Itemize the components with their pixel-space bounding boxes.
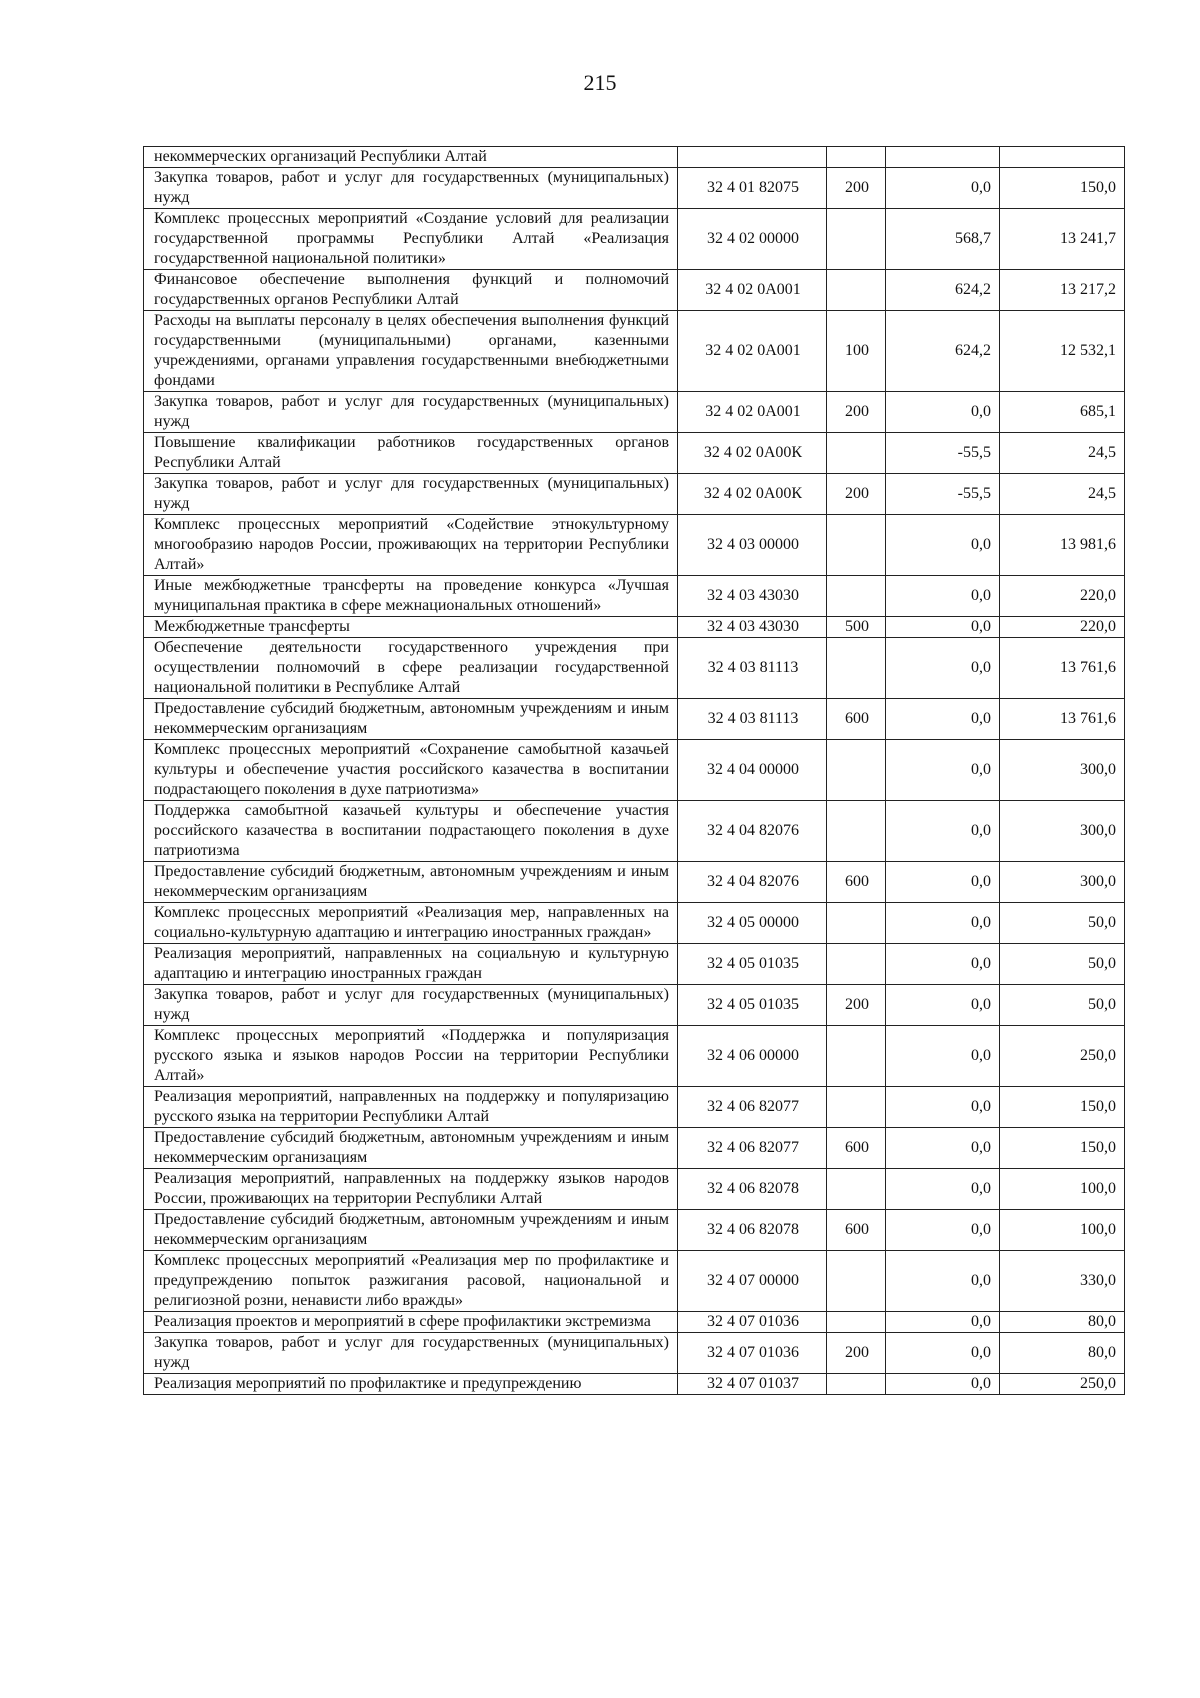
- row-code-cell: 32 4 06 82077: [678, 1128, 827, 1169]
- row-name-cell: Повышение квалификации работников государственных органов Республики Алтай: [144, 433, 678, 474]
- row-name-cell: Закупка товаров, работ и услуг для государственных (муниципальных) нужд: [144, 1333, 678, 1374]
- row-code-cell: [678, 147, 827, 168]
- row-change-amount-cell: 0,0: [886, 1210, 1000, 1251]
- row-name-cell: Реализация мероприятий, направленных на поддержку языков народов России, проживающих на территории Республики Алтай: [144, 1169, 678, 1210]
- row-expense-type-cell: [827, 801, 886, 862]
- row-expense-type-cell: [827, 1312, 886, 1333]
- row-expense-type-cell: 600: [827, 862, 886, 903]
- row-expense-type-cell: [827, 1087, 886, 1128]
- table-row: [144, 1333, 1125, 1374]
- row-change-amount-cell: 0,0: [886, 862, 1000, 903]
- row-change-amount-cell: -55,5: [886, 474, 1000, 515]
- row-name-cell: Закупка товаров, работ и услуг для государственных (муниципальных) нужд: [144, 392, 678, 433]
- row-change-amount-cell: 624,2: [886, 270, 1000, 311]
- row-name-cell: Комплекс процессных мероприятий «Создание условий для реализации государственной программы Республики Алтай «Реализация государственной национальной политики»: [144, 209, 678, 270]
- table-row: [144, 433, 1125, 474]
- row-change-amount-cell: [886, 147, 1000, 168]
- row-code-cell: 32 4 05 01035: [678, 944, 827, 985]
- row-total-amount-cell: 50,0: [1000, 903, 1125, 944]
- table-row: [144, 862, 1125, 903]
- page-number: 215: [583, 70, 617, 95]
- row-change-amount-cell: 0,0: [886, 617, 1000, 638]
- row-expense-type-cell: [827, 638, 886, 699]
- row-code-cell: 32 4 03 43030: [678, 617, 827, 638]
- row-expense-type-cell: [827, 270, 886, 311]
- row-change-amount-cell: 0,0: [886, 801, 1000, 862]
- table-row: [144, 392, 1125, 433]
- table-row: [144, 1312, 1125, 1333]
- row-code-cell: 32 4 06 00000: [678, 1026, 827, 1087]
- row-expense-type-cell: 600: [827, 1210, 886, 1251]
- row-expense-type-cell: [827, 1026, 886, 1087]
- row-total-amount-cell: 300,0: [1000, 801, 1125, 862]
- row-expense-type-cell: 200: [827, 1333, 886, 1374]
- row-code-cell: 32 4 04 82076: [678, 801, 827, 862]
- row-expense-type-cell: 500: [827, 617, 886, 638]
- table-row: [144, 1210, 1125, 1251]
- row-change-amount-cell: 568,7: [886, 209, 1000, 270]
- row-name-cell: Межбюджетные трансферты: [144, 617, 678, 638]
- row-name-cell: Реализация мероприятий, направленных на социальную и культурную адаптацию и интеграцию иностранных граждан: [144, 944, 678, 985]
- row-code-cell: 32 4 03 81113: [678, 638, 827, 699]
- row-change-amount-cell: 0,0: [886, 638, 1000, 699]
- row-code-cell: 32 4 02 0А001: [678, 270, 827, 311]
- row-change-amount-cell: 0,0: [886, 1169, 1000, 1210]
- row-total-amount-cell: [1000, 147, 1125, 168]
- row-code-cell: 32 4 06 82078: [678, 1210, 827, 1251]
- row-change-amount-cell: 0,0: [886, 1251, 1000, 1312]
- row-total-amount-cell: 250,0: [1000, 1374, 1125, 1395]
- row-code-cell: 32 4 02 0А001: [678, 311, 827, 392]
- table-row: [144, 740, 1125, 801]
- row-change-amount-cell: 0,0: [886, 1026, 1000, 1087]
- row-code-cell: 32 4 03 81113: [678, 699, 827, 740]
- table-row: [144, 985, 1125, 1026]
- table-row: [144, 944, 1125, 985]
- row-change-amount-cell: 0,0: [886, 985, 1000, 1026]
- row-total-amount-cell: 12 532,1: [1000, 311, 1125, 392]
- table-row: [144, 474, 1125, 515]
- row-total-amount-cell: 150,0: [1000, 1128, 1125, 1169]
- row-name-cell: Предоставление субсидий бюджетным, автономным учреждениям и иным некоммерческим организациям: [144, 1128, 678, 1169]
- row-change-amount-cell: 0,0: [886, 1374, 1000, 1395]
- row-code-cell: 32 4 07 01037: [678, 1374, 827, 1395]
- row-name-cell: Поддержка самобытной казачьей культуры и обеспечение участия российского казачества в воспитании подрастающего поколения в духе патриотизма: [144, 801, 678, 862]
- table-row: [144, 801, 1125, 862]
- row-expense-type-cell: 200: [827, 474, 886, 515]
- row-expense-type-cell: [827, 944, 886, 985]
- row-code-cell: 32 4 06 82078: [678, 1169, 827, 1210]
- row-total-amount-cell: 13 981,6: [1000, 515, 1125, 576]
- table-row: [144, 270, 1125, 311]
- row-total-amount-cell: 50,0: [1000, 944, 1125, 985]
- row-name-cell: некоммерческих организаций Республики Алтай: [144, 147, 678, 168]
- row-code-cell: 32 4 07 01036: [678, 1333, 827, 1374]
- table-row: [144, 147, 1125, 168]
- budget-table-body: [144, 147, 1125, 1395]
- row-code-cell: 32 4 04 00000: [678, 740, 827, 801]
- row-total-amount-cell: 50,0: [1000, 985, 1125, 1026]
- row-name-cell: Реализация мероприятий, направленных на поддержку и популяризацию русского языка на территории Республики Алтай: [144, 1087, 678, 1128]
- row-expense-type-cell: [827, 740, 886, 801]
- row-total-amount-cell: 13 217,2: [1000, 270, 1125, 311]
- row-total-amount-cell: 24,5: [1000, 474, 1125, 515]
- row-name-cell: Комплекс процессных мероприятий «Реализация мер, направленных на социально-культурную адаптацию и интеграцию иностранных граждан»: [144, 903, 678, 944]
- row-expense-type-cell: [827, 576, 886, 617]
- row-total-amount-cell: 300,0: [1000, 862, 1125, 903]
- row-code-cell: 32 4 07 01036: [678, 1312, 827, 1333]
- row-total-amount-cell: 300,0: [1000, 740, 1125, 801]
- row-code-cell: 32 4 03 43030: [678, 576, 827, 617]
- table-row: [144, 1374, 1125, 1395]
- row-total-amount-cell: 100,0: [1000, 1169, 1125, 1210]
- row-total-amount-cell: 250,0: [1000, 1026, 1125, 1087]
- table-row: [144, 903, 1125, 944]
- row-name-cell: Комплекс процессных мероприятий «Содействие этнокультурному многообразию народов России, проживающих на территории Республики Алтай»: [144, 515, 678, 576]
- table-row: [144, 168, 1125, 209]
- row-code-cell: 32 4 07 00000: [678, 1251, 827, 1312]
- table-row: [144, 1251, 1125, 1312]
- row-name-cell: Закупка товаров, работ и услуг для государственных (муниципальных) нужд: [144, 474, 678, 515]
- row-name-cell: Расходы на выплаты персоналу в целях обеспечения выполнения функций государственными (муниципальными) органами, казенными учреждениями, органами управления государственными внебюджетными фондами: [144, 311, 678, 392]
- row-total-amount-cell: 220,0: [1000, 576, 1125, 617]
- row-name-cell: Обеспечение деятельности государственного учреждения при осуществлении полномочий в сфере реализации государственной национальной политики в Республике Алтай: [144, 638, 678, 699]
- row-change-amount-cell: 624,2: [886, 311, 1000, 392]
- table-row: [144, 1087, 1125, 1128]
- row-code-cell: 32 4 01 82075: [678, 168, 827, 209]
- row-name-cell: Иные межбюджетные трансферты на проведение конкурса «Лучшая муниципальная практика в сфере межнациональных отношений»: [144, 576, 678, 617]
- row-total-amount-cell: 24,5: [1000, 433, 1125, 474]
- row-total-amount-cell: 100,0: [1000, 1210, 1125, 1251]
- row-change-amount-cell: 0,0: [886, 515, 1000, 576]
- row-name-cell: Закупка товаров, работ и услуг для государственных (муниципальных) нужд: [144, 985, 678, 1026]
- row-code-cell: 32 4 02 0А001: [678, 392, 827, 433]
- row-change-amount-cell: 0,0: [886, 699, 1000, 740]
- row-total-amount-cell: 80,0: [1000, 1312, 1125, 1333]
- table-row: [144, 1026, 1125, 1087]
- row-total-amount-cell: 150,0: [1000, 1087, 1125, 1128]
- table-row: [144, 1169, 1125, 1210]
- row-total-amount-cell: 150,0: [1000, 168, 1125, 209]
- row-expense-type-cell: [827, 209, 886, 270]
- row-name-cell: Закупка товаров, работ и услуг для государственных (муниципальных) нужд: [144, 168, 678, 209]
- row-expense-type-cell: [827, 433, 886, 474]
- row-change-amount-cell: -55,5: [886, 433, 1000, 474]
- row-total-amount-cell: 80,0: [1000, 1333, 1125, 1374]
- row-change-amount-cell: 0,0: [886, 903, 1000, 944]
- row-name-cell: Реализация мероприятий по профилактике и предупреждению: [144, 1374, 678, 1395]
- row-change-amount-cell: 0,0: [886, 1087, 1000, 1128]
- row-expense-type-cell: [827, 903, 886, 944]
- row-expense-type-cell: [827, 1169, 886, 1210]
- row-name-cell: Реализация проектов и мероприятий в сфере профилактики экстремизма: [144, 1312, 678, 1333]
- row-total-amount-cell: 330,0: [1000, 1251, 1125, 1312]
- row-change-amount-cell: 0,0: [886, 168, 1000, 209]
- table-row: [144, 638, 1125, 699]
- table-row: [144, 1128, 1125, 1169]
- row-code-cell: 32 4 04 82076: [678, 862, 827, 903]
- row-code-cell: 32 4 05 01035: [678, 985, 827, 1026]
- row-code-cell: 32 4 02 0А00К: [678, 474, 827, 515]
- row-name-cell: Финансовое обеспечение выполнения функций и полномочий государственных органов Республики Алтай: [144, 270, 678, 311]
- row-code-cell: 32 4 05 00000: [678, 903, 827, 944]
- table-row: [144, 699, 1125, 740]
- row-name-cell: Предоставление субсидий бюджетным, автономным учреждениям и иным некоммерческим организациям: [144, 862, 678, 903]
- row-change-amount-cell: 0,0: [886, 392, 1000, 433]
- row-name-cell: Предоставление субсидий бюджетным, автономным учреждениям и иным некоммерческим организациям: [144, 1210, 678, 1251]
- row-expense-type-cell: 200: [827, 168, 886, 209]
- row-expense-type-cell: 200: [827, 985, 886, 1026]
- row-change-amount-cell: 0,0: [886, 1128, 1000, 1169]
- row-name-cell: Предоставление субсидий бюджетным, автономным учреждениям и иным некоммерческим организациям: [144, 699, 678, 740]
- row-expense-type-cell: [827, 1251, 886, 1312]
- row-expense-type-cell: [827, 147, 886, 168]
- row-code-cell: 32 4 06 82077: [678, 1087, 827, 1128]
- row-change-amount-cell: 0,0: [886, 740, 1000, 801]
- table-row: [144, 515, 1125, 576]
- row-total-amount-cell: 13 241,7: [1000, 209, 1125, 270]
- row-change-amount-cell: 0,0: [886, 944, 1000, 985]
- row-code-cell: 32 4 03 00000: [678, 515, 827, 576]
- row-total-amount-cell: 13 761,6: [1000, 699, 1125, 740]
- row-expense-type-cell: 600: [827, 699, 886, 740]
- row-total-amount-cell: 220,0: [1000, 617, 1125, 638]
- row-change-amount-cell: 0,0: [886, 1312, 1000, 1333]
- row-expense-type-cell: 600: [827, 1128, 886, 1169]
- budget-table: [143, 146, 1125, 1395]
- row-expense-type-cell: 200: [827, 392, 886, 433]
- row-change-amount-cell: 0,0: [886, 1333, 1000, 1374]
- row-total-amount-cell: 685,1: [1000, 392, 1125, 433]
- row-name-cell: Комплекс процессных мероприятий «Сохранение самобытной казачьей культуры и обеспечение участия российского казачества в воспитании подрастающего поколения в духе патриотизма»: [144, 740, 678, 801]
- row-total-amount-cell: 13 761,6: [1000, 638, 1125, 699]
- row-name-cell: Комплекс процессных мероприятий «Поддержка и популяризация русского языка и языков народов России на территории Республики Алтай»: [144, 1026, 678, 1087]
- table-row: [144, 311, 1125, 392]
- row-expense-type-cell: 100: [827, 311, 886, 392]
- row-expense-type-cell: [827, 1374, 886, 1395]
- row-code-cell: 32 4 02 00000: [678, 209, 827, 270]
- table-row: [144, 617, 1125, 638]
- row-change-amount-cell: 0,0: [886, 576, 1000, 617]
- row-code-cell: 32 4 02 0А00К: [678, 433, 827, 474]
- table-row: [144, 576, 1125, 617]
- row-expense-type-cell: [827, 515, 886, 576]
- row-name-cell: Комплекс процессных мероприятий «Реализация мер по профилактике и предупреждению попыток разжигания расовой, национальной и религиозной розни, ненависти либо вражды»: [144, 1251, 678, 1312]
- table-row: [144, 209, 1125, 270]
